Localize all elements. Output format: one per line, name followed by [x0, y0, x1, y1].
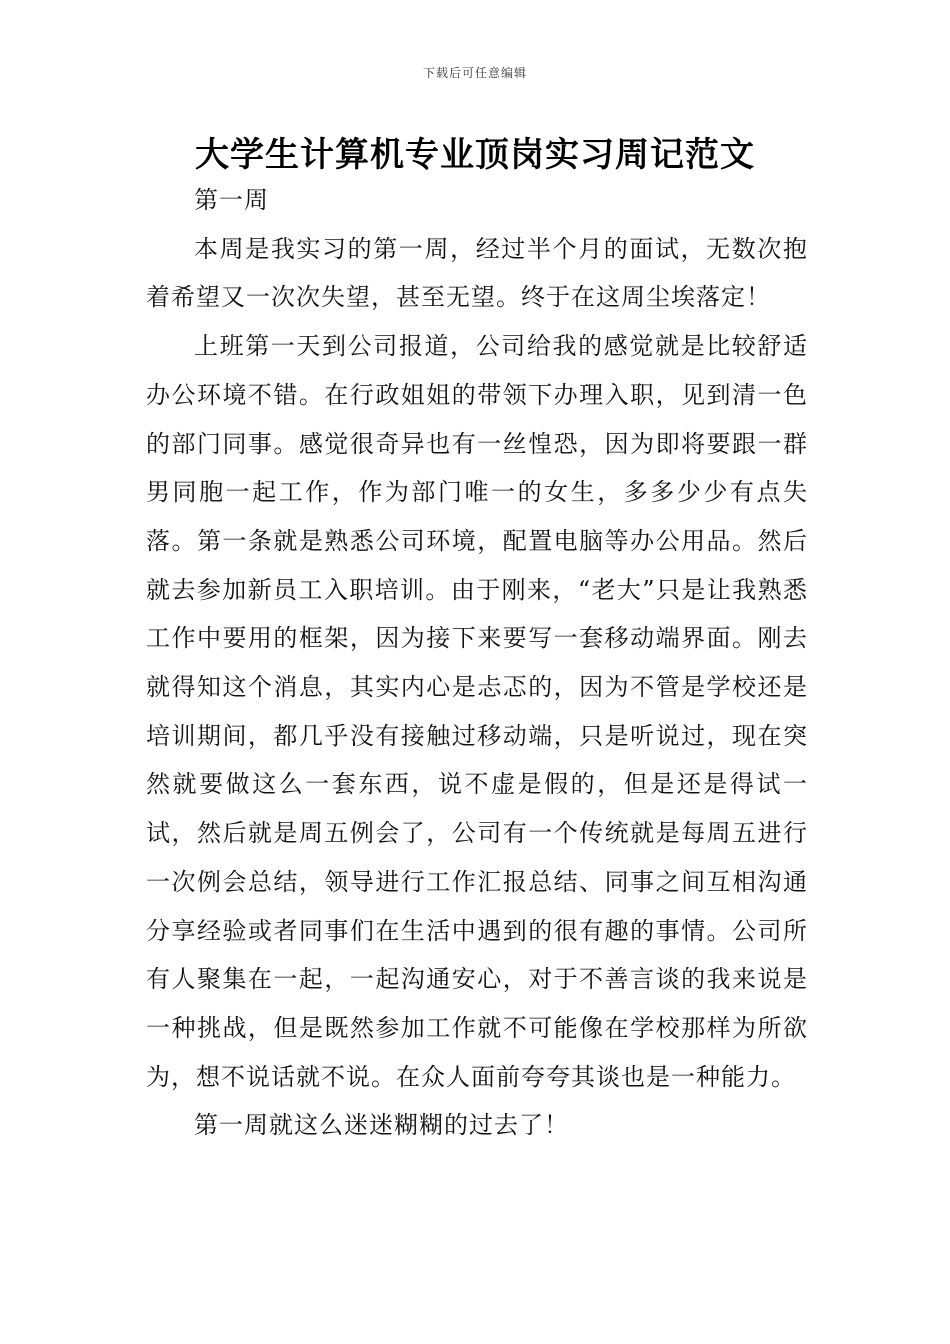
header-note: 下载后可任意编辑	[422, 66, 527, 80]
document-body	[146, 176, 808, 1150]
paragraph-1: 本周是我实习的第一周，经过半个月的面试，无数次抱着希望又一次次失望，甚至无望。终于在这周尘埃落定！	[146, 234, 808, 312]
paragraph-3: 第一周就这么迷迷糊糊的过去了！	[194, 1111, 569, 1140]
document-title: 大学生计算机专业顶岗实习周记范文	[195, 135, 755, 175]
section-heading: 第一周	[194, 186, 269, 214]
paragraph-2: 上班第一天到公司报道，公司给我的感觉就是比较舒适办公环境不错。在行政姐姐的带领下办理入职，见到清一色的部门同事。感觉很奇异也有一丝惶恐，因为即将要跟一群男同胞一起工作，作为部门唯一的女生，多多少少有点失落。第一条就是熟悉公司环境，配置电脑等办公用品。然后就去参加新员工入职培训。由于刚来，“老大”只是让我熟悉工作中要用的框架，因为接下来要写一套移动端界面。刚去就得知这个消息，其实内心是忐忑的，因为不管是学校还是培训期间，都几乎没有接触过移动端，只是听说过，现在突然就要做这么一套东西，说不虚是假的，但是还是得试一试，然后就是周五例会了，公司有一个传统就是每周五进行一次例会总结，领导进行工作汇报总结、同事之间互相沟通分享经验或者同事们在生活中遇到的很有趣的事情。公司所有人聚集在一起，一起沟通安心，对于不善言谈的我来说是一种挑战，但是既然参加工作就不可能像在学校那样为所欲为，想不说话就不说。在众人面前夸夸其谈也是一种能力。	[146, 332, 808, 1091]
